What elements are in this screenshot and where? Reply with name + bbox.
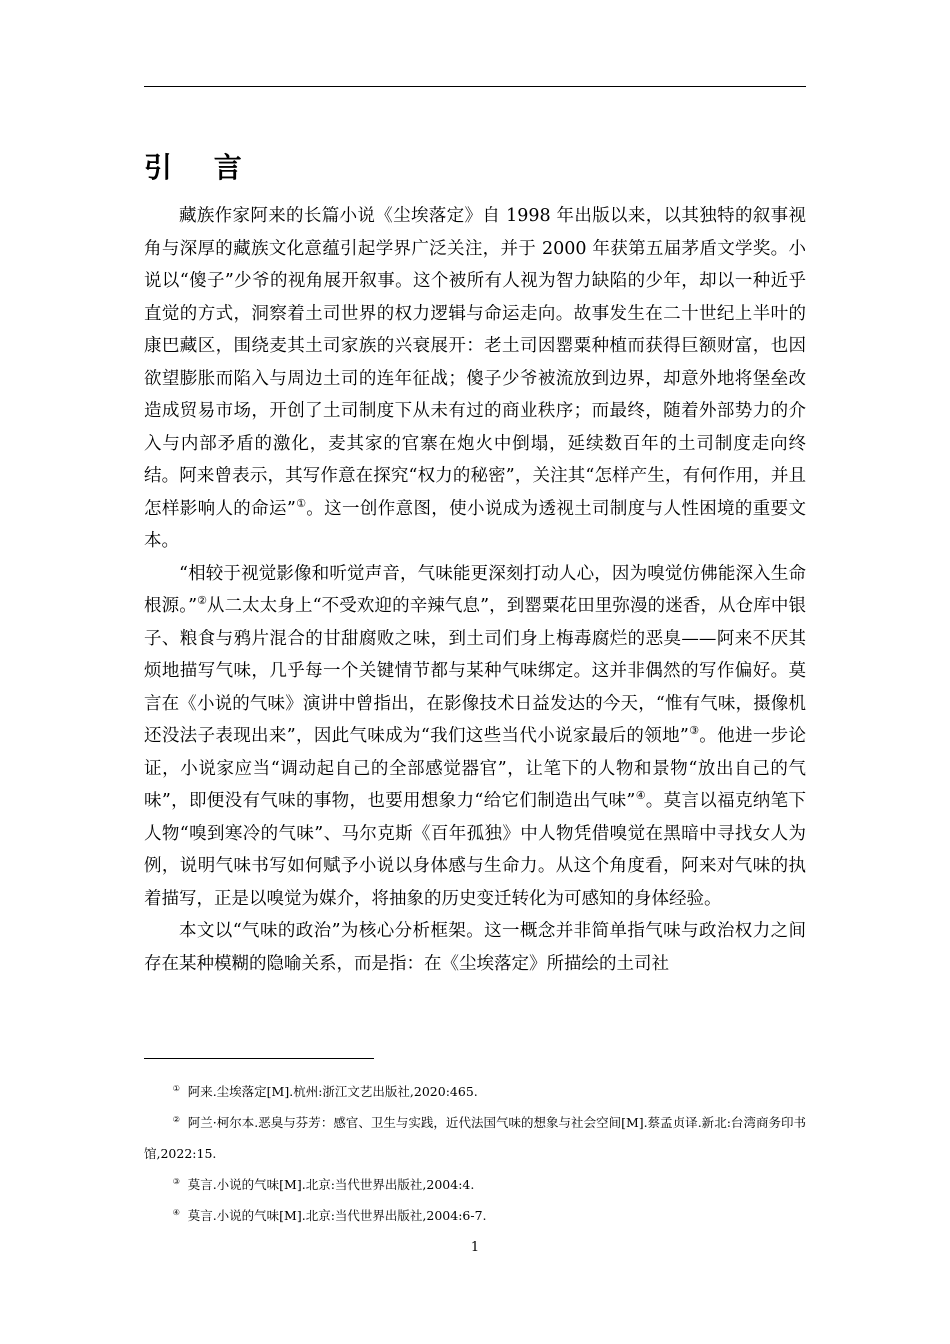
footnote-mark: ② <box>172 1114 180 1124</box>
footnote-separator <box>144 1058 374 1059</box>
footnotes <box>144 1076 806 1231</box>
paragraph-text: 本文以“气味的政治”为核心分析框架。这一概念并非简单指气味与政治权力之间存在某种模糊的隐喻关系，而是指：在《尘埃落定》所描绘的土司社 <box>144 921 806 974</box>
paragraph-text: 。这一创作意图，使小说成为透视土司制度与人性困境的重要文本。 <box>144 498 806 551</box>
paragraph-text: 藏族作家阿来的长篇小说《尘埃落定》自 1998 年出版以来，以其独特的叙事视角与深厚的藏族文化意蕴引起学界广泛关注，并于 2000 年获第五届茅盾文学奖。小说以“傻子”少爷的视角展开叙事。这个被所有人视为智力缺陷的少年，却以一种近乎直觉的方式，洞察着土司世界的权力逻辑与命运走向。故事发生在二十世纪上半叶的康巴藏区，围绕麦其土司家族的兴衰展开：老土司因罂粟种植而获得巨额财富，也因欲望膨胀而陷入与周边土司的连年征战；傻子少爷被流放到边界，却意外地将堡垒改造成贸易市场，开创了土司制度下从未有过的商业秩序；而最终，随着外部势力的介入与内部矛盾的激化，麦其家的官寨在炮火中倒塌，延续数百年的土司制度走向终结。阿来曾表示，其写作意在探究“权力的秘密”，关注其“怎样产生，有何作用，并且怎样影响人的命运” <box>144 206 806 519</box>
paragraph-3 <box>144 915 806 980</box>
paragraph-text: 。他进一步论证，小说家应当“调动起自己的全部感觉器官”，让笔下的人物和景物“放出自己的气味”，即便没有气味的事物，也要用想象力“给它们制造出气味” <box>144 726 806 811</box>
paragraph-2 <box>144 558 806 916</box>
footnote-text: 阿来.尘埃落定[M].杭州:浙江文艺出版社,2020:465. <box>187 1084 478 1099</box>
footnote-mark: ③ <box>172 1176 180 1186</box>
footnote-2 <box>144 1107 806 1169</box>
footnote-ref-4[interactable]: ④ <box>635 789 646 803</box>
header-rule <box>144 86 806 87</box>
paragraph-text: 。莫言以福克纳笔下人物“嗅到寒冷的气味”、马尔克斯《百年孤独》中人物凭借嗅觉在黑暗中寻找女人为例，说明气味书写如何赋予小说以身体感与生命力。从这个角度看，阿来对气味的执着描写，正是以嗅觉为媒介，将抽象的历史变迁转化为可感知的身体经验。 <box>144 791 806 909</box>
paragraph-text: 从二太太身上“不受欢迎的辛辣气息”，到罂粟花田里弥漫的迷香，从仓库中银子、粮食与鸦片混合的甘甜腐败之味，到土司们身上梅毒腐烂的恶臭——阿来不厌其烦地描写气味，几乎每一个关键情节都与某种气味绑定。这并非偶然的写作偏好。莫言在《小说的气味》演讲中曾指出，在影像技术日益发达的今天，“惟有气味，摄像机还没法子表现出来”，因此气味成为“我们这些当代小说家最后的领地” <box>144 596 806 746</box>
footnote-mark: ④ <box>172 1207 180 1217</box>
footnote-text: 阿兰·柯尔本.恶臭与芬芳：感官、卫生与实践，近代法国气味的想象与社会空间[M].蔡孟贞译.新北:台湾商务印书馆,2022:15. <box>144 1115 806 1161</box>
footnote-ref-3[interactable]: ③ <box>688 724 700 738</box>
footnote-1 <box>144 1076 806 1107</box>
paragraph-1 <box>144 200 806 558</box>
footnote-mark: ① <box>172 1083 180 1093</box>
footnote-ref-1[interactable]: ① <box>295 496 307 510</box>
page-number: 1 <box>470 1240 480 1255</box>
paragraph-text: “相较于视觉影像和听觉声音，气味能更深刻打动人心，因为嗅觉仿佛能深入生命根源。” <box>144 563 806 616</box>
body-text <box>144 200 806 980</box>
footnote-4 <box>144 1200 806 1231</box>
section-heading: 引 言 <box>144 151 258 184</box>
footnote-3 <box>144 1169 806 1200</box>
footnote-text: 莫言.小说的气味[M].北京:当代世界出版社,2004:6-7. <box>187 1208 487 1223</box>
footnote-text: 莫言.小说的气味[M].北京:当代世界出版社,2004:4. <box>187 1177 475 1192</box>
footnote-ref-2[interactable]: ② <box>197 594 207 608</box>
